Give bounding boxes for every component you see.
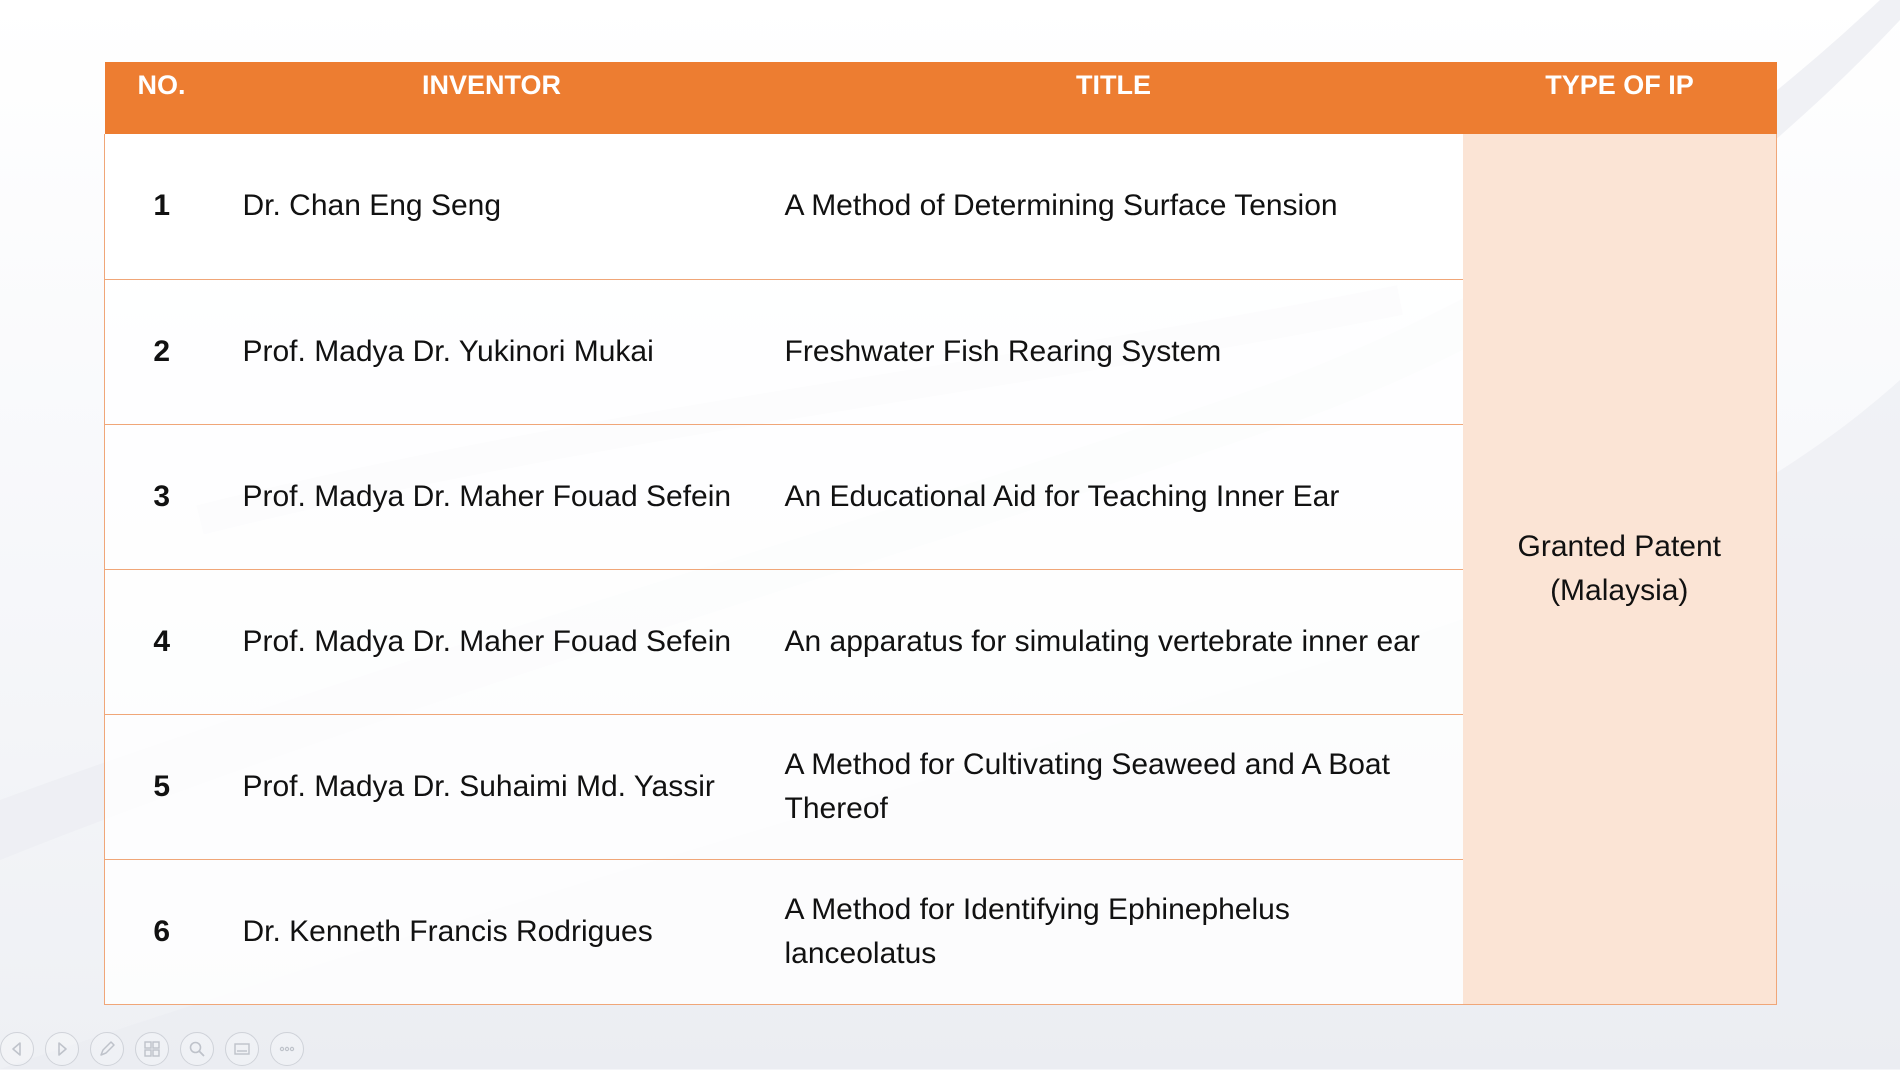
type-of-ip-line1: Granted Patent <box>1517 529 1721 563</box>
row-inventor: Prof. Madya Dr. Maher Fouad Sefein <box>219 569 765 714</box>
row-number: 4 <box>105 569 219 714</box>
zoom-icon[interactable] <box>180 1032 214 1066</box>
row-number: 1 <box>105 134 219 279</box>
slides-icon[interactable] <box>135 1032 169 1066</box>
table-header-row <box>105 62 1777 134</box>
presentation-toolbar <box>0 1032 304 1070</box>
row-inventor: Dr. Kenneth Francis Rodrigues <box>219 859 765 1004</box>
type-of-ip-cell <box>1463 134 1777 1004</box>
more-icon[interactable] <box>270 1032 304 1066</box>
header-title: TITLE <box>765 62 1463 134</box>
header-no: NO. <box>105 62 219 134</box>
row-title: A Method of Determining Surface Tension <box>765 134 1463 279</box>
row-title: A Method for Cultivating Seaweed and A Boat Thereof <box>765 714 1463 859</box>
header-type-of-ip: TYPE OF IP <box>1463 62 1777 134</box>
type-of-ip-line2: (Malaysia) <box>1550 573 1689 607</box>
row-title: A Method for Identifying Ephinephelus lanceolatus <box>765 859 1463 1004</box>
row-title: An apparatus for simulating vertebrate inner ear <box>765 569 1463 714</box>
row-inventor: Dr. Chan Eng Seng <box>219 134 765 279</box>
row-number: 2 <box>105 279 219 424</box>
row-inventor: Prof. Madya Dr. Yukinori Mukai <box>219 279 765 424</box>
subtitles-icon[interactable] <box>225 1032 259 1066</box>
row-inventor: Prof. Madya Dr. Suhaimi Md. Yassir <box>219 714 765 859</box>
row-title: Freshwater Fish Rearing System <box>765 279 1463 424</box>
row-number: 3 <box>105 424 219 569</box>
pen-icon[interactable] <box>90 1032 124 1066</box>
next-icon[interactable] <box>45 1032 79 1066</box>
previous-icon[interactable] <box>0 1032 34 1066</box>
row-title: An Educational Aid for Teaching Inner Ear <box>765 424 1463 569</box>
row-number: 6 <box>105 859 219 1004</box>
row-inventor: Prof. Madya Dr. Maher Fouad Sefein <box>219 424 765 569</box>
table-row <box>105 134 1777 279</box>
patent-table <box>104 62 1777 1005</box>
header-inventor: INVENTOR <box>219 62 765 134</box>
row-number: 5 <box>105 714 219 859</box>
